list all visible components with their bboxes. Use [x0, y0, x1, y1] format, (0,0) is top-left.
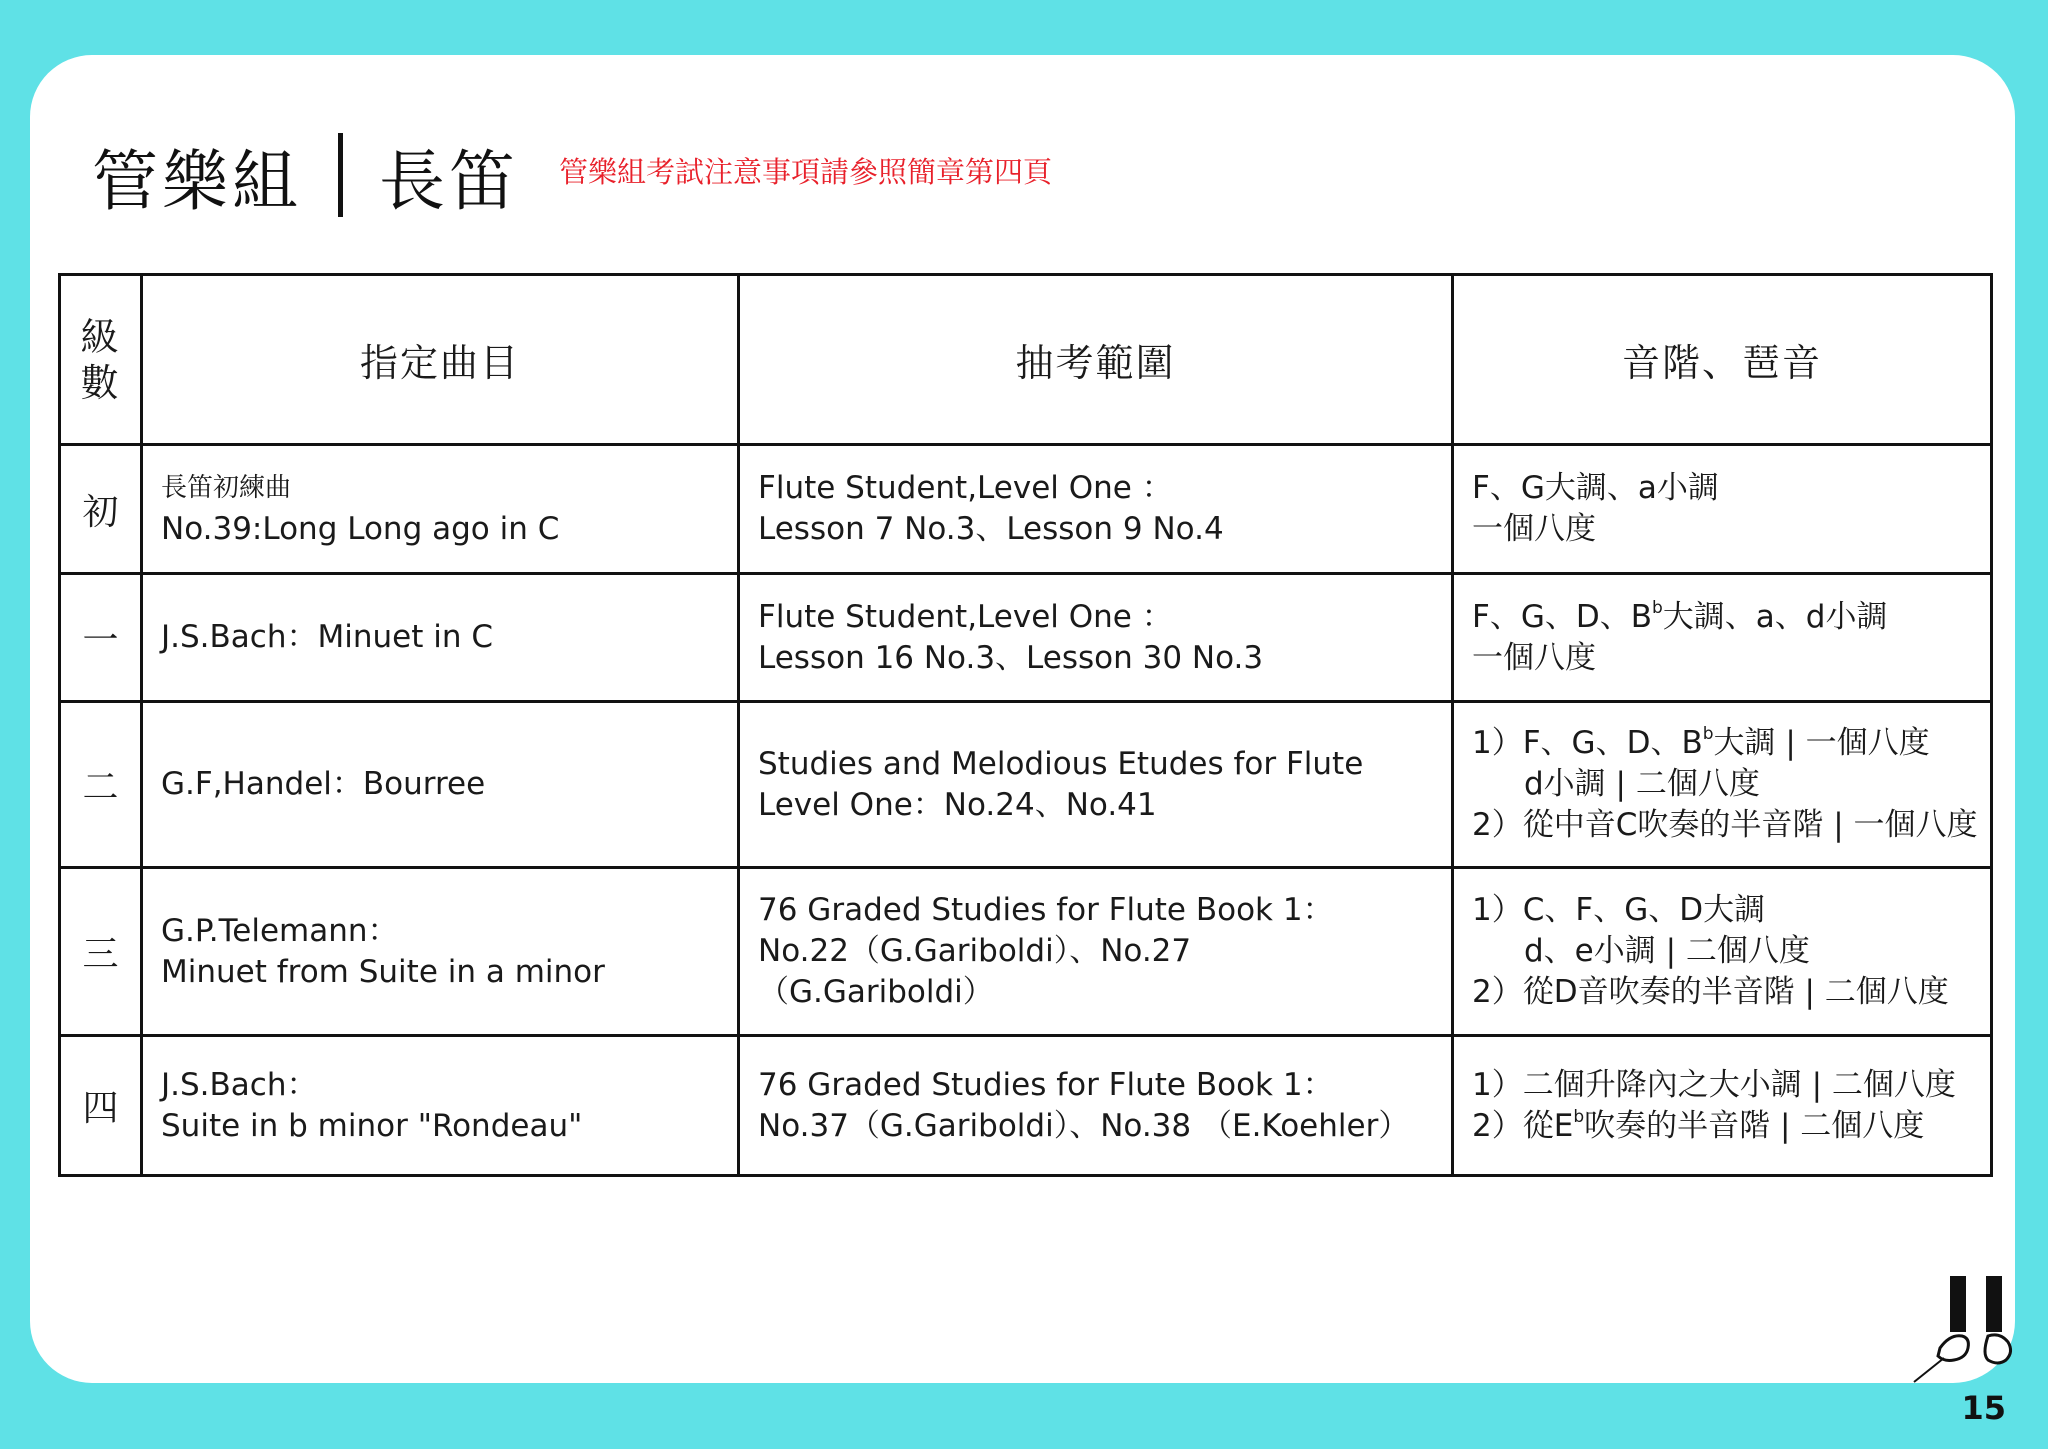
scales-cell: 1）C、F、G、D大調 d、e小調 | 二個八度 2）從D音吹奏的半音階 | 二個八度 [1453, 868, 1992, 1036]
table-header-row [60, 275, 1992, 445]
range-cell: 76 Graded Studies for Flute Book 1： No.22（G.Gariboldi）、No.27 （G.Gariboldi） [739, 868, 1453, 1036]
header-piece: 指定曲目 [142, 275, 739, 445]
range-cell: Studies and Melodious Etudes for Flute Level One：No.24、No.41 [739, 702, 1453, 868]
level-cell: 三 [60, 868, 142, 1036]
table-row [60, 702, 1992, 868]
level-cell: 一 [60, 574, 142, 702]
level-cell: 四 [60, 1036, 142, 1176]
range-cell: Flute Student,Level One ： Lesson 16 No.3、Lesson 30 No.3 [739, 574, 1453, 702]
piece-cell: 長笛初練曲 No.39:Long Long ago in C [142, 445, 739, 574]
piece-cell: J.S.Bach：Minuet in C [142, 574, 739, 702]
scales-cell: F、G、D、$B^b$大調、a、d小調 一個八度 [1453, 574, 1992, 702]
scales-cell: F、G大調、a小調 一個八度 [1453, 445, 1992, 574]
piece-cell: G.F,Handel：Bourree [142, 702, 739, 868]
conductor-hands-icon [1910, 1270, 2038, 1390]
page-header [92, 120, 1052, 230]
header-level: 級 數 [60, 275, 142, 445]
level-cell: 二 [60, 702, 142, 868]
header-scales: 音階、琶音 [1453, 275, 1992, 445]
range-cell: Flute Student,Level One ： Lesson 7 No.3、Lesson 9 No.4 [739, 445, 1453, 574]
page-title-instrument: 長笛 [379, 142, 519, 220]
range-cell: 76 Graded Studies for Flute Book 1： No.37（G.Gariboldi）、No.38 （E.Koehler） [739, 1036, 1453, 1176]
level-cell: 初 [60, 445, 142, 574]
scales-cell: 1）二個升降內之大小調 | 二個八度 2）從$E^b$吹奏的半音階 | 二個八度 [1453, 1036, 1992, 1176]
table-row [60, 574, 1992, 702]
header-range: 抽考範圍 [739, 275, 1453, 445]
table-row [60, 445, 1992, 574]
table-row [60, 1036, 1992, 1176]
page-title-group: 管樂組 [92, 142, 302, 220]
scales-cell: 1）F、G、D、$B^b$大調 | 一個八度 d小調 | 二個八度 2）從中音C吹奏的半音階 | 一個八度 [1453, 702, 1992, 868]
header-note: 管樂組考試注意事項請參照簡章第四頁 [559, 154, 1053, 189]
page-number: 15 [1961, 1389, 2006, 1427]
piece-cell: G.P.Telemann： Minuet from Suite in a minor [142, 868, 739, 1036]
piece-cell: J.S.Bach： Suite in b minor "Rondeau" [142, 1036, 739, 1176]
table-row [60, 868, 1992, 1036]
title-divider [338, 133, 343, 217]
syllabus-table [58, 273, 1993, 1177]
